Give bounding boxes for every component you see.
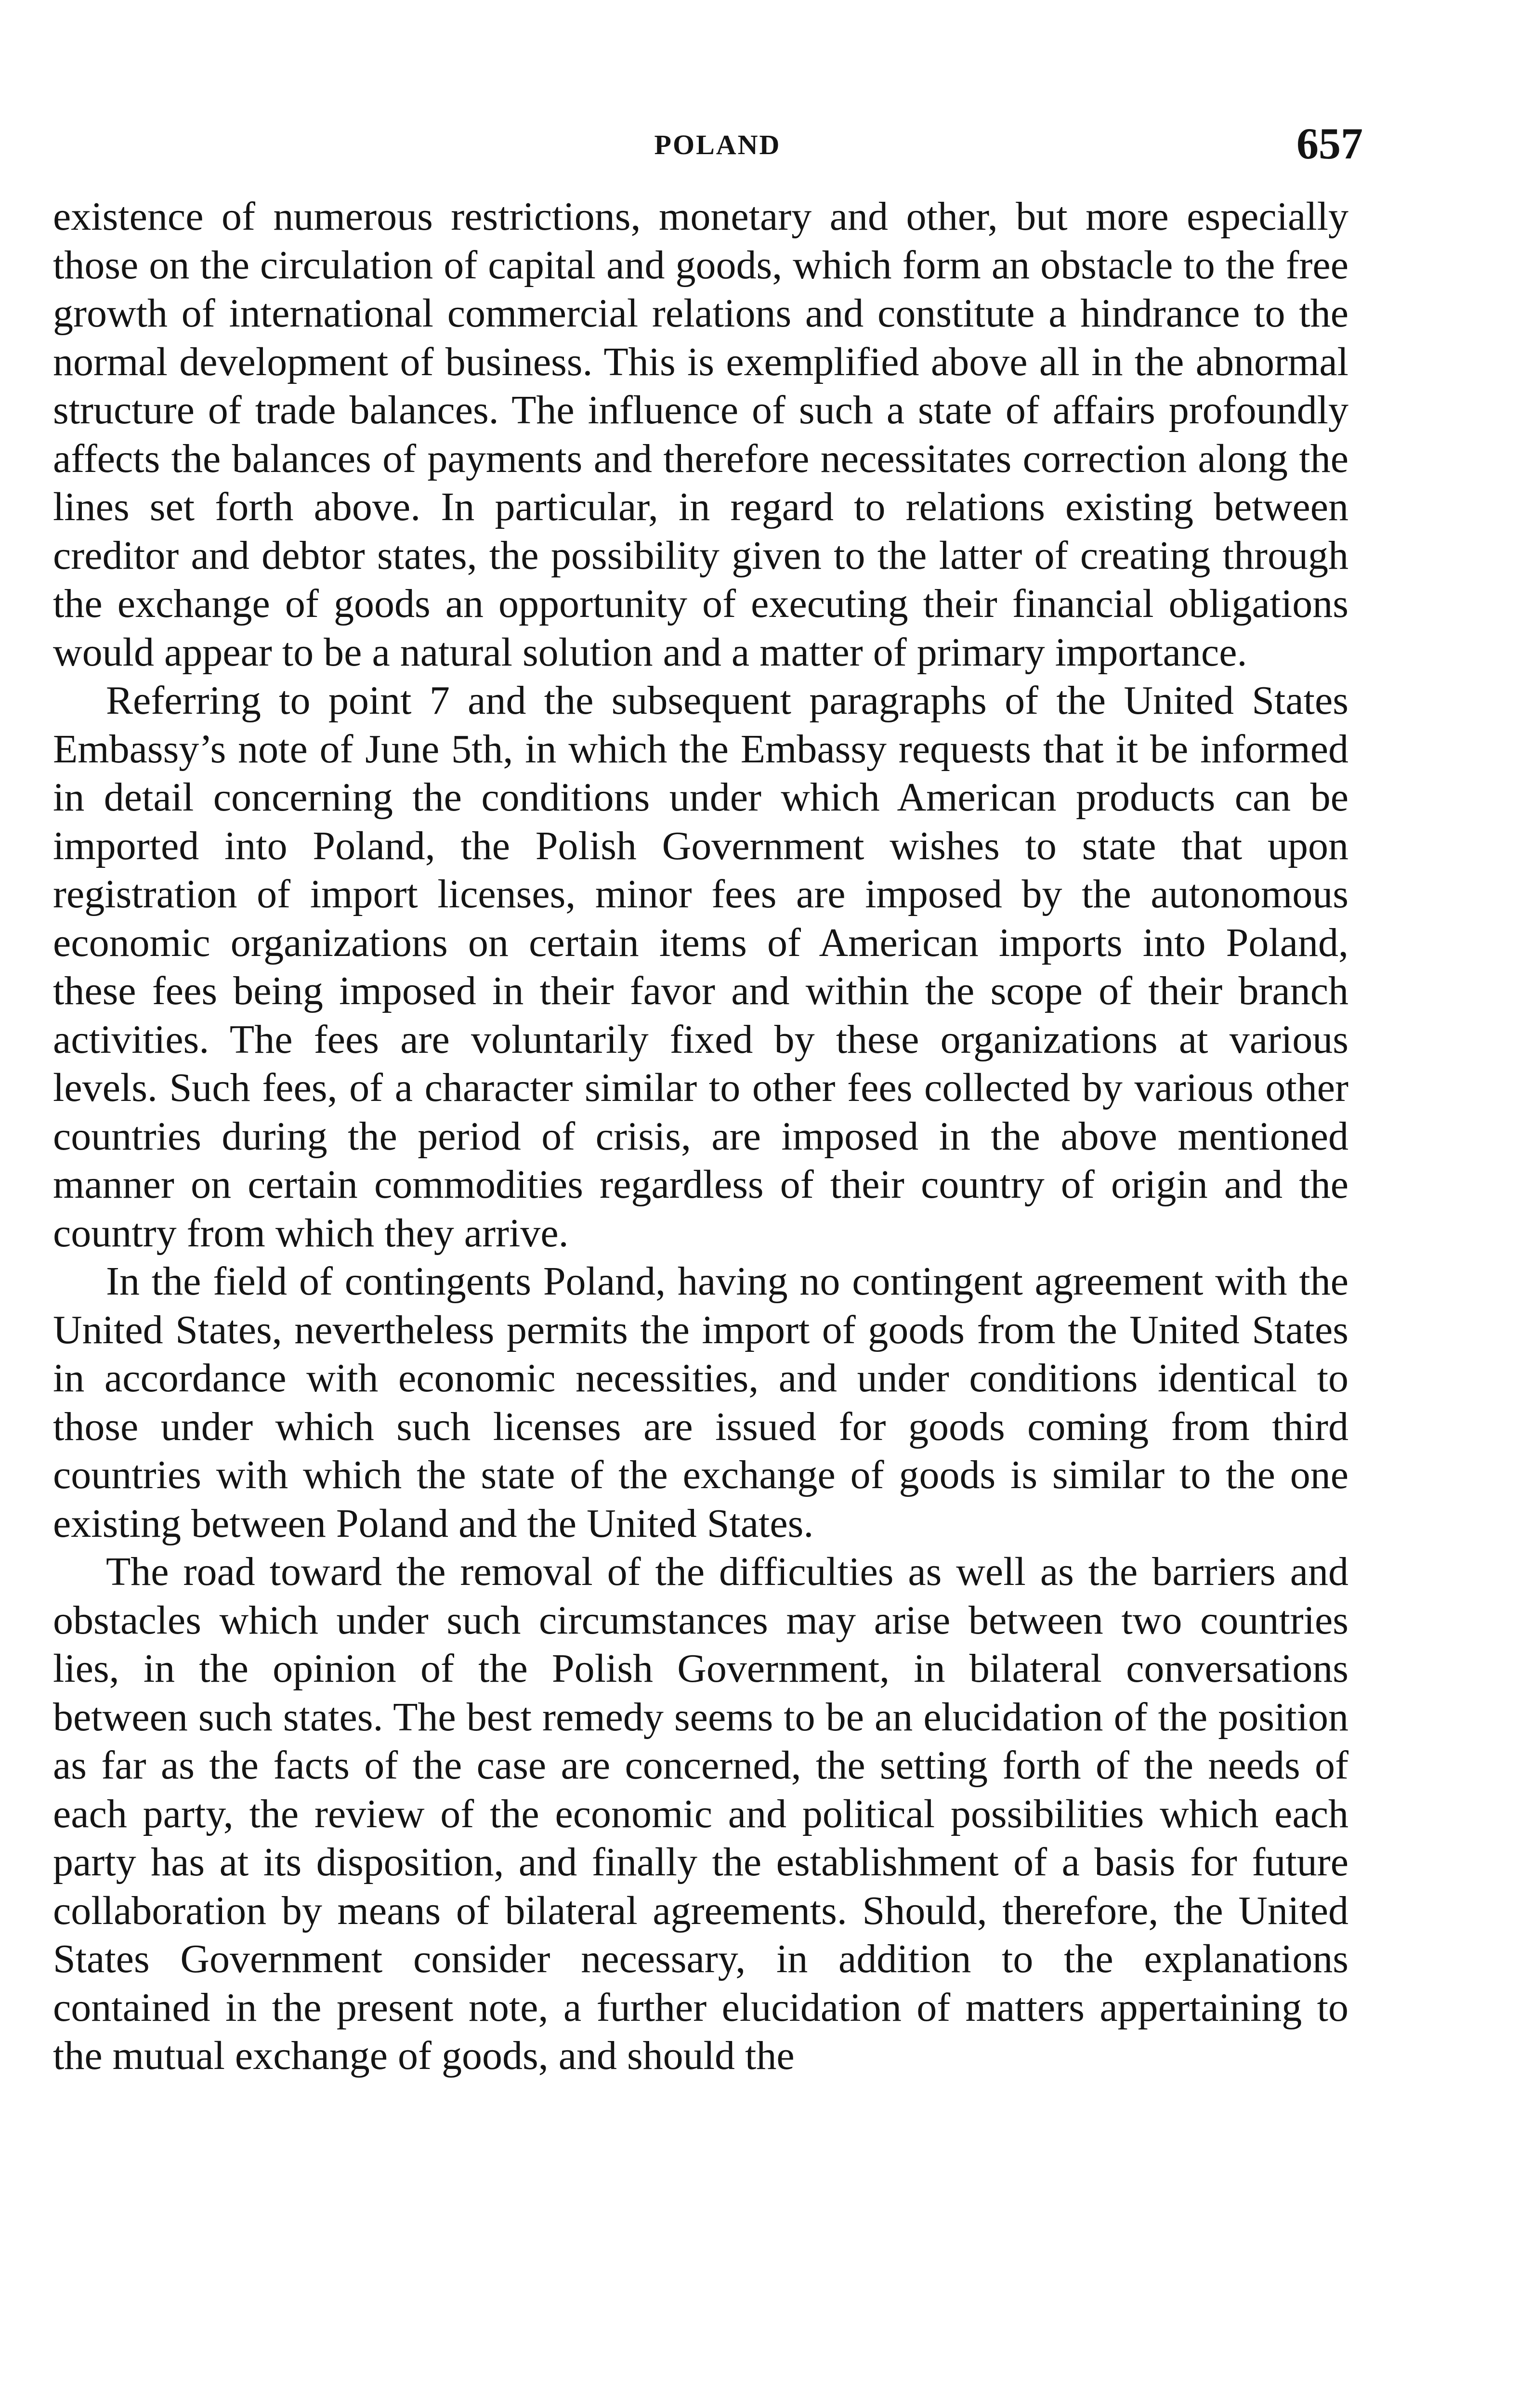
body-text bbox=[53, 193, 1348, 2081]
page-number: 657 bbox=[1296, 119, 1363, 168]
page-header bbox=[72, 118, 1363, 171]
paragraph-import-fees: Referring to point 7 and the subsequent paragraphs of the United States Embassy’s note of June 5th, in which the Embassy requests that it be informed in detail concerning the conditions under which American products can be imported into Poland, the Polish Government wishes to state that upon registration of import licenses, minor fees are imposed by the autonomous economic organizations on certain items of American imports into Poland, these fees being imposed in their favor and within the scope of their branch activities. The fees are voluntarily fixed by these organizations at various levels. Such fees, of a character similar to other fees collected by various other countries during the period of crisis, are imposed in the above mentioned manner on certain commodities regardless of their country of origin and the country from which they arrive. bbox=[53, 678, 1348, 1256]
running-head: POLAND bbox=[654, 129, 781, 160]
paragraph-bilateral-conversations: The road toward the removal of the difficulties as well as the barriers and obstacles which under such circumstances may arise between two countries lies, in the opinion of the Polish Government, in bilateral conversations between such states. The best remedy seems to be an elucidation of the position as far as the facts of the case are concerned, the setting forth of the needs of each party, the review of the economic and political possibilities which each party has at its disposition, and finally the establishment of a basis for future collaboration by means of bilateral agreements. Should, therefore, the United States Government consider necessary, in addition to the explanations contained in the present note, a further elucidation of matters appertaining to the mutual exchange of goods, and should the bbox=[53, 1549, 1348, 2078]
paragraph-contingents: In the field of contingents Poland, having no contingent agreement with the United States, nevertheless permits the import of goods from the United States in accordance with economic necessities, and under conditions identical to those under which such licenses are issued for goods coming from third countries with which the state of the exchange of goods is similar to the one existing between Poland and the United States. bbox=[53, 1259, 1348, 1546]
paragraph-continued: existence of numerous restrictions, monetary and other, but more especially those on the circulation of capital and goods, which form an obstacle to the free growth of international commercial relations and constitute a hindrance to the normal development of business. This is exemplified above all in the abnormal structure of trade balances. The influence of such a state of affairs profoundly affects the balances of payments and therefore necessitates correction along the lines set forth above. In particular, in regard to relations existing between creditor and debtor states, the possibility given to the latter of creating through the exchange of goods an opportunity of executing their financial obligations would appear to be a natural solution and a matter of primary importance. bbox=[53, 194, 1348, 675]
